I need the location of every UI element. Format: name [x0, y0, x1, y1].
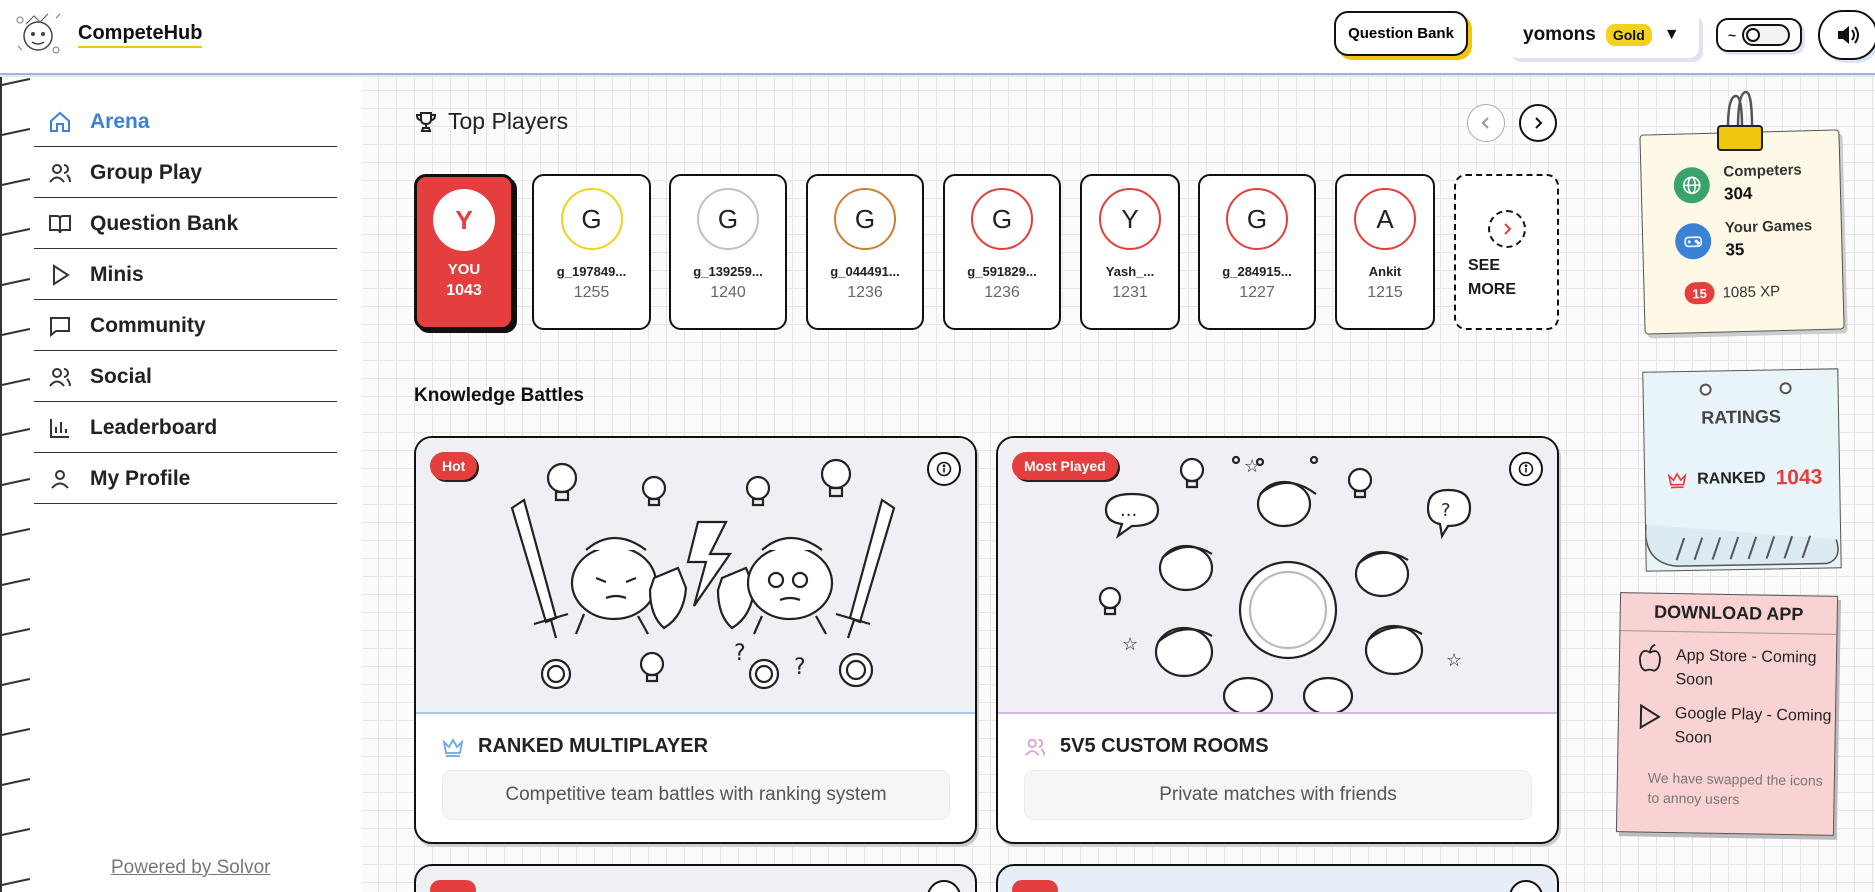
svg-text:☆: ☆ — [1244, 456, 1261, 477]
sidebar-item-label: Social — [90, 364, 152, 388]
ratings-card[interactable] — [1642, 368, 1841, 571]
sidebar-item-group-play[interactable] — [34, 148, 337, 198]
notebook-spiral — [0, 77, 34, 892]
top-header — [0, 0, 1875, 75]
toggle-knob — [1746, 28, 1760, 42]
info-icon — [1518, 461, 1534, 477]
google-play-link[interactable] — [1634, 701, 1835, 752]
caret-down-icon[interactable]: ▼ — [1663, 26, 1680, 43]
player-rating: 1240 — [710, 284, 746, 301]
sidebar-item-community[interactable] — [34, 301, 337, 351]
users-icon — [48, 161, 72, 185]
battle-card-title-text: RANKED MULTIPLAYER — [478, 735, 709, 757]
info-button[interactable] — [927, 452, 961, 486]
trophy-icon — [414, 110, 438, 134]
top-players-title — [414, 108, 568, 135]
svg-text:☆: ☆ — [1122, 634, 1139, 655]
player-name: g_197849... — [556, 264, 627, 279]
scroll-curl — [1646, 519, 1843, 572]
see-more-label — [1468, 254, 1528, 302]
xp-row — [1684, 280, 1780, 304]
info-button[interactable] — [1509, 452, 1543, 486]
xp-badge: 15 — [1684, 282, 1715, 305]
player-name: Ankit — [1368, 264, 1402, 279]
top-players-label: Top Players — [448, 108, 569, 134]
player-card[interactable] — [943, 174, 1061, 330]
games-stat — [1675, 217, 1813, 262]
battle-card-description: Private matches with friends — [1024, 770, 1532, 820]
powered-by-link[interactable]: Powered by Solvor — [111, 857, 271, 878]
player-rating: 1043 — [446, 282, 482, 299]
battle-card-ranked-multiplayer[interactable] — [414, 436, 977, 844]
globe-icon — [1673, 166, 1710, 203]
games-label: Your Games — [1724, 217, 1813, 237]
battle-card-description: Competitive team battles with ranking system — [442, 770, 950, 820]
battle-card-peek[interactable] — [414, 864, 977, 892]
ranked-value: 1043 — [1775, 465, 1823, 490]
google-play-text: Google Play - Coming Soon — [1674, 705, 1832, 747]
svg-text:?: ? — [794, 655, 806, 680]
battle-illustration-art — [416, 438, 977, 712]
player-name: g_284915... — [1222, 264, 1292, 279]
sidebar-item-label: Arena — [90, 109, 150, 133]
player-name: g_139259... — [693, 264, 763, 279]
users-icon — [1024, 736, 1046, 758]
avatar: Y — [433, 189, 495, 251]
player-rating: 1231 — [1112, 284, 1148, 301]
avatar: G — [1226, 188, 1288, 250]
player-rating: 1236 — [984, 284, 1020, 301]
sidebar-item-label: Leaderboard — [90, 415, 218, 439]
user-menu[interactable] — [1507, 12, 1699, 58]
book-icon — [48, 212, 72, 236]
apple-icon — [1636, 643, 1665, 673]
info-button[interactable] — [1509, 880, 1543, 892]
home-icon — [48, 110, 72, 134]
art-divider — [998, 712, 1557, 714]
hot-tag: Hot — [430, 452, 477, 480]
chevron-right-icon — [1500, 222, 1514, 236]
play-icon — [48, 263, 72, 287]
username: yomons — [1523, 24, 1596, 45]
battle-card-peek[interactable] — [996, 864, 1559, 892]
theme-toggle[interactable] — [1716, 18, 1802, 52]
speaker-icon — [1834, 21, 1862, 49]
question-bank-button[interactable]: Question Bank — [1334, 11, 1468, 56]
bar-chart-icon — [48, 416, 72, 440]
users-icon — [48, 365, 72, 389]
sidebar — [0, 77, 362, 892]
player-name: Yash_... — [1105, 264, 1155, 279]
sidebar-item-label: Question Bank — [90, 211, 239, 235]
see-more-line2: MORE — [1468, 281, 1516, 298]
avatar: A — [1354, 188, 1416, 250]
toggle-track[interactable] — [1742, 24, 1790, 46]
battle-card-5v5-custom-rooms[interactable] — [996, 436, 1559, 844]
tier-badge: Gold — [1606, 24, 1652, 46]
sound-button[interactable] — [1818, 10, 1875, 60]
player-card[interactable] — [669, 174, 787, 330]
chevron-right-icon — [1530, 115, 1546, 131]
chat-icon — [48, 314, 72, 338]
hot-tag — [430, 880, 476, 892]
app-store-text: App Store - Coming Soon — [1675, 647, 1817, 689]
logo-icon[interactable] — [10, 6, 66, 62]
see-more-line1: SEE — [1468, 257, 1501, 274]
player-rating: 1215 — [1367, 284, 1403, 301]
player-card[interactable] — [1080, 174, 1180, 330]
xp-text: 1085 XP — [1722, 282, 1781, 302]
next-players-button[interactable] — [1519, 104, 1557, 142]
sidebar-item-label: Group Play — [90, 160, 203, 184]
competers-label: Competers — [1723, 161, 1802, 181]
brand-name[interactable]: CompeteHub — [78, 22, 202, 48]
sidebar-item-label: Community — [90, 313, 206, 337]
note-hole — [1699, 384, 1711, 396]
prev-players-button[interactable] — [1467, 104, 1505, 142]
binder-clip-icon — [1712, 88, 1768, 160]
play-icon — [1635, 701, 1664, 731]
hot-tag — [1012, 880, 1058, 892]
avatar: G — [561, 188, 623, 250]
player-name: YOU — [447, 261, 481, 278]
user-icon — [48, 467, 72, 491]
competers-value: 304 — [1723, 183, 1753, 204]
info-icon — [936, 461, 952, 477]
download-note: We have swapped the icons to annoy users — [1647, 769, 1823, 808]
player-rating: 1236 — [847, 284, 883, 301]
most-played-tag: Most Played — [1012, 452, 1118, 480]
app-store-link[interactable] — [1635, 643, 1836, 694]
battle-card-title — [442, 735, 708, 758]
svg-text:...: ... — [1120, 500, 1138, 521]
see-more-circle — [1488, 210, 1526, 248]
chevron-left-icon — [1478, 115, 1494, 131]
svg-text:☆: ☆ — [1446, 650, 1463, 671]
svg-text:?: ? — [1441, 500, 1451, 521]
battle-illustration — [416, 438, 975, 712]
sidebar-item-leaderboard[interactable] — [34, 403, 337, 453]
download-app-card — [1616, 592, 1838, 836]
battle-card-title-text: 5V5 CUSTOM ROOMS — [1060, 735, 1269, 757]
art-divider — [416, 712, 975, 714]
player-rating: 1227 — [1239, 284, 1275, 301]
player-card[interactable] — [806, 174, 924, 330]
player-rating: 1255 — [573, 284, 610, 301]
competers-stat — [1673, 161, 1802, 205]
sidebar-item-label: Minis — [90, 262, 144, 286]
knowledge-battles-title: Knowledge Battles — [414, 385, 584, 406]
info-button[interactable] — [927, 880, 961, 892]
svg-text:?: ? — [734, 641, 746, 666]
avatar: G — [697, 188, 759, 250]
sidebar-item-arena[interactable] — [34, 97, 337, 147]
games-value: 35 — [1725, 239, 1745, 260]
note-hole — [1779, 382, 1791, 394]
ratings-title: RATINGS — [1701, 406, 1782, 428]
player-name: g_044491... — [830, 264, 900, 279]
avatar: Y — [1099, 188, 1161, 250]
ranked-rating — [1667, 466, 1823, 493]
sidebar-item-label: My Profile — [90, 466, 191, 490]
crown-icon — [1667, 471, 1687, 489]
crown-icon — [442, 736, 464, 758]
player-name: g_591829... — [967, 264, 1037, 279]
player-card[interactable] — [1198, 174, 1316, 330]
ranked-label: RANKED — [1697, 469, 1766, 488]
battle-card-title — [1024, 735, 1269, 758]
download-app-title: DOWNLOAD APP — [1620, 601, 1836, 635]
player-card-you[interactable] — [414, 174, 514, 330]
sidebar-item-social[interactable] — [34, 352, 337, 402]
player-card[interactable] — [532, 174, 651, 330]
avatar: G — [834, 188, 896, 250]
sidebar-item-my-profile[interactable] — [34, 454, 337, 504]
sidebar-item-minis[interactable] — [34, 250, 337, 300]
player-card[interactable] — [1335, 174, 1435, 330]
avatar: G — [971, 188, 1033, 250]
theme-tilde: ~ — [1728, 27, 1737, 43]
gamepad-icon — [1675, 222, 1712, 259]
see-more-card[interactable] — [1454, 174, 1559, 330]
sidebar-item-question-bank[interactable] — [34, 199, 337, 249]
stats-note-card — [1639, 129, 1844, 334]
